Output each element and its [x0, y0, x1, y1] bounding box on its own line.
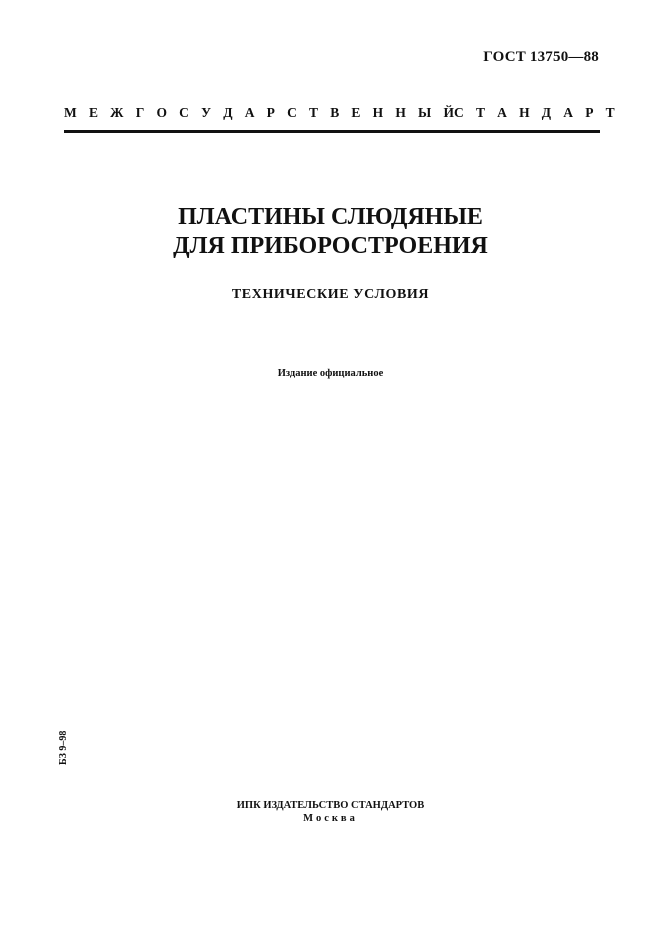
side-code: БЗ 9–98: [58, 730, 69, 765]
standard-code: ГОСТ 13750—88: [483, 49, 599, 65]
header-letter: С: [179, 105, 189, 120]
header-letter: Д: [223, 105, 233, 120]
header-letter: Й: [443, 105, 454, 120]
publisher: ИПК ИЗДАТЕЛЬСТВО СТАНДАРТОВ: [236, 800, 425, 811]
header-letter: Е: [88, 105, 98, 120]
header-letter: У: [201, 105, 212, 120]
header-letter: А: [244, 105, 255, 120]
title-line-1: ПЛАСТИНЫ СЛЮДЯНЫЕ: [178, 204, 483, 230]
publisher-city: Москва: [303, 813, 358, 824]
header-letter: Р: [585, 105, 594, 120]
header-letter: А: [497, 105, 507, 120]
header-letter: М: [64, 105, 77, 120]
header-letter: Т: [605, 105, 615, 120]
header-letter: О: [156, 105, 167, 120]
header-word-interstate: [64, 105, 454, 121]
header-letter: Р: [266, 105, 275, 120]
header-letter: Д: [541, 105, 552, 120]
header-letter: Е: [351, 105, 361, 120]
header-letter: Т: [475, 105, 485, 120]
title-line-2: ДЛЯ ПРИБОРОСТРОЕНИЯ: [173, 233, 488, 259]
header-letter: С: [287, 105, 297, 120]
header-band: [64, 105, 615, 121]
header-letter: В: [330, 105, 340, 120]
header-letter: Т: [309, 105, 319, 120]
document-subtitle: ТЕХНИЧЕСКИЕ УСЛОВИЯ: [231, 287, 430, 302]
header-letter: Г: [135, 105, 145, 120]
header-rule: [64, 130, 600, 133]
header-letter: С: [454, 105, 464, 120]
edition-note: Издание официальное: [277, 368, 384, 379]
header-letter: Н: [395, 105, 406, 120]
header-word-standard: [454, 105, 615, 121]
header-letter: Н: [519, 105, 530, 120]
header-letter: Н: [372, 105, 384, 120]
document-title: [0, 203, 661, 261]
header-letter: Ы: [418, 105, 432, 120]
header-letter: Ж: [110, 105, 124, 120]
header-letter: А: [563, 105, 574, 120]
